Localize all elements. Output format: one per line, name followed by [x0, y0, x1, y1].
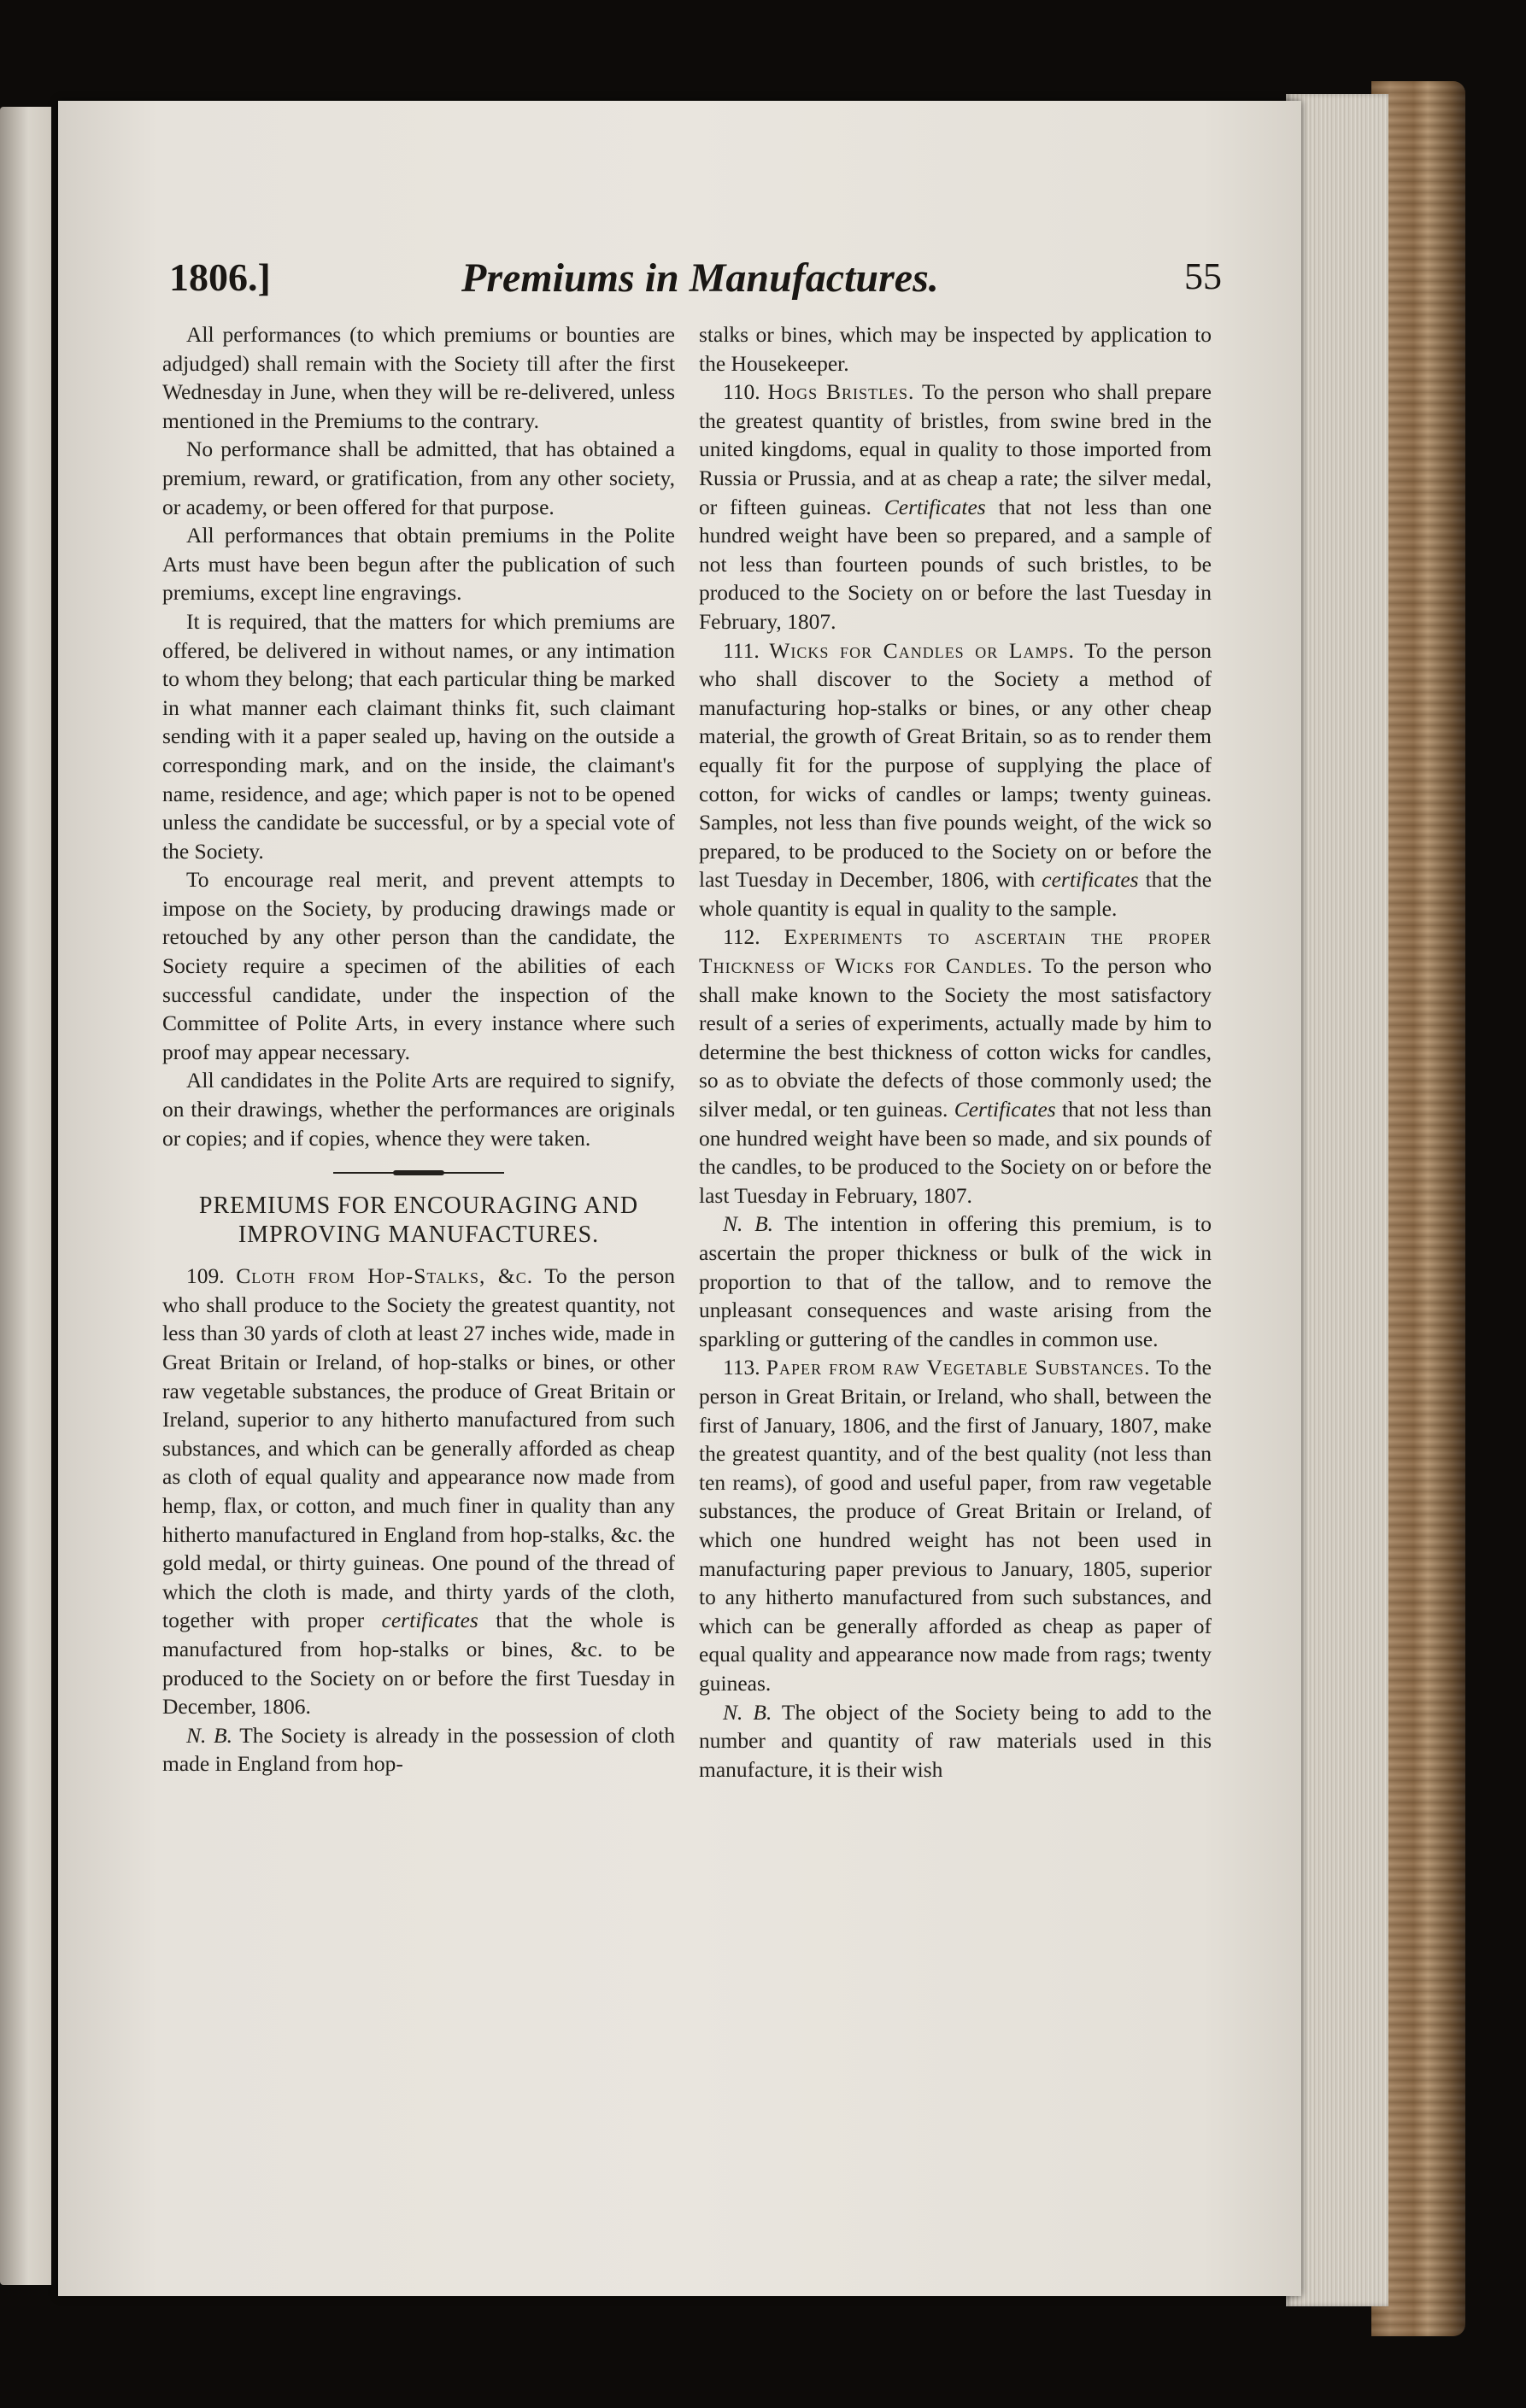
- item-number: 109.: [186, 1263, 225, 1289]
- right-column: [699, 320, 1212, 1784]
- nota-bene: [162, 1721, 675, 1778]
- item-certificates: Certificates: [954, 1097, 1056, 1122]
- premium-item-113: [699, 1353, 1212, 1697]
- header-year: 1806.]: [169, 255, 271, 299]
- paragraph: It is required, that the matters for which premiums are offered, be delivered in without names, or any intimation to whom they belong; that each particular thing be marked in what manner each claimant thinks fit, such claimant sending with it a paper sealed up, having on the outside a corresponding mark, and on the inside, the claimant's name, residence, and age; which paper is not to be opened unless the candidate be successful, or by a special vote of the Society.: [162, 608, 675, 864]
- continuation-text: stalks or bines, which may be inspected by application to the Housekeeper.: [699, 322, 1212, 376]
- item-body-end: that the whole is manufactured from hop-stalks or bines, &c. to be produced to the Society on or before the first Tuesday in December, 1806.: [162, 1608, 676, 1720]
- item-title: Experiments to ascertain the proper Thickness of Wicks for Candles.: [699, 924, 1212, 979]
- item-title: Wicks for Candles or Lamps.: [769, 637, 1075, 663]
- nb-text: The intention in offering this premium, is to ascertain the proper thickness or bulk of the wick in proportion to that of the tallow, and to remove the unpleasant consequences and waste arising from the sparkling or guttering of the candles in common use.: [699, 1211, 1212, 1351]
- item-title: Cloth from Hop-Stalks, &c.: [236, 1263, 534, 1289]
- paragraph: To encourage real merit, and prevent attempts to impose on the Society, by producing drawings made or retouched by any other person than the candidate, the Society require a specimen of the abilities of each successful candidate, under the inspection of the Committee of Polite Arts, in every instance where such proof may appear necessary.: [162, 867, 675, 1064]
- item-certificates: Certificates: [883, 494, 986, 519]
- section-heading-line2: IMPROVING MANUFACTURES.: [238, 1222, 600, 1249]
- premium-item-112: [699, 923, 1212, 1210]
- item-body-end: that not less than one hundred weight have been so prepared, and a sample of not less than fourteen pounds of such bristles, to be produced to the Society on or before the last Tuesday in February, 1807.: [699, 494, 1212, 634]
- paragraph: All performances (to which premiums or bounties are adjudged) shall remain with the Society till after the first Wednesday in June, when they will be re-delivered, unless mentioned in the Premiums to the contrary.: [162, 322, 675, 433]
- item-title: Hogs Bristles.: [767, 379, 915, 405]
- nb-text: The object of the Society being to add to the number and quantity of raw materials used in this manufacture, it is their wish: [699, 1699, 1212, 1782]
- item-number: 112.: [723, 924, 760, 950]
- nb-label: N. B.: [186, 1722, 232, 1748]
- item-body-end: that not less than one hundred weight have been so made, and six pounds of the candles, to be produced to the Society on or before the last Tuesday in February, 1807.: [699, 1097, 1212, 1208]
- item-body: To the person who shall prepare the greatest quantity of bristles, from swine bred in the united kingdoms, equal in quality to those imported from Russia or Prussia, and at as cheap a rate; the silver medal, or fifteen guineas.: [699, 379, 1212, 519]
- section-heading: [162, 1192, 675, 1250]
- paragraph: No performance shall be admitted, that has obtained a premium, reward, or gratification, from any other society, or academy, or been offered for that purpose.: [162, 436, 675, 519]
- page-number: 55: [1184, 255, 1222, 297]
- paragraph: All performances that obtain premiums in the Polite Arts must have been begun after the publication of such premiums, except line engravings.: [162, 523, 675, 606]
- item-body-end: that the whole quantity is equal in quality to the sample.: [699, 867, 1212, 921]
- left-column: [162, 320, 675, 1778]
- item-title: Paper from raw Vegetable Substances.: [766, 1355, 1151, 1380]
- nb-text: The Society is already in the possession of cloth made in England from hop-: [162, 1722, 675, 1777]
- item-body: To the person who shall discover to the Society a method of manufacturing hop-stalks or bines, or any other cheap material, the growth of Great Britain, so as to render them equally fit for the purpose of supplying the place of cotton, for wicks of candles or lamps; twenty guineas. Samples, not less than five pounds weight, of the wick so prepared, to be produced to the Society on or before the last Tuesday in December, 1806, with: [699, 637, 1212, 893]
- section-heading-line1: PREMIUMS FOR ENCOURAGING AND: [198, 1192, 639, 1220]
- running-header: [162, 255, 1222, 314]
- item-number: 111.: [723, 637, 760, 663]
- nota-bene: [699, 1210, 1212, 1353]
- paragraph: All candidates in the Polite Arts are required to signify, on their drawings, whether the performances are originals or copies; and if copies, whence they were taken.: [162, 1068, 675, 1151]
- item-body: To the person who shall produce to the Society the greatest quantity, not less than 30 yards of cloth at least 27 inches wide, made in Great Britain or Ireland, of hop-stalks or bines, or other raw vegetable substances, the produce of Great Britain or Ireland, superior to any hitherto manufactured from such substances, and which can be generally afforded as cheap as cloth of equal quality and appearance now made from hemp, flax, or cotton, and much finer in quality than any hitherto manufactured in England from hop-stalks, &c. the gold medal, or thirty guineas. One pound of the thread of which the cloth is made, and thirty yards of the cloth, together with proper: [162, 1263, 676, 1633]
- item-number: 113.: [723, 1355, 760, 1380]
- nota-bene: [699, 1698, 1212, 1784]
- nb-label: N. B.: [723, 1211, 774, 1237]
- premium-item-110: [699, 378, 1212, 636]
- page-stack-edge: [1286, 94, 1388, 2306]
- header-title: Premiums in Manufactures.: [461, 255, 939, 301]
- premium-item-111: [699, 636, 1212, 923]
- premium-item-109: [162, 1262, 675, 1721]
- item-certificates: certificates: [1042, 867, 1139, 893]
- item-certificates: certificates: [381, 1608, 478, 1633]
- item-body: To the person in Great Britain, or Ireland, who shall, between the first of January, 1806, and the first of January, 1807, make the greatest quantity, and of the best quality (not less than ten reams), of good and useful paper, from raw vegetable substances, the produce of Great Britain or Ireland, of which one hundred weight has not been used in manufacturing paper previous to January, 1805, superior to any hitherto manufactured from such substances, and which can be generally afforded as cheap as paper of equal quality and appearance now made from rags; twenty guineas.: [699, 1355, 1212, 1696]
- item-number: 110.: [723, 379, 760, 405]
- facing-page-edge: [0, 107, 51, 2285]
- item-body: To the person who shall make known to the Society the most satisfactory result of a series of experiments, actually made by him to determine the best thickness of cotton wicks for candles, so as to obviate the defects of those commonly used; the silver medal, or ten guineas.: [699, 953, 1212, 1122]
- nb-label: N. B.: [723, 1699, 772, 1725]
- ornamental-divider: [333, 1164, 504, 1181]
